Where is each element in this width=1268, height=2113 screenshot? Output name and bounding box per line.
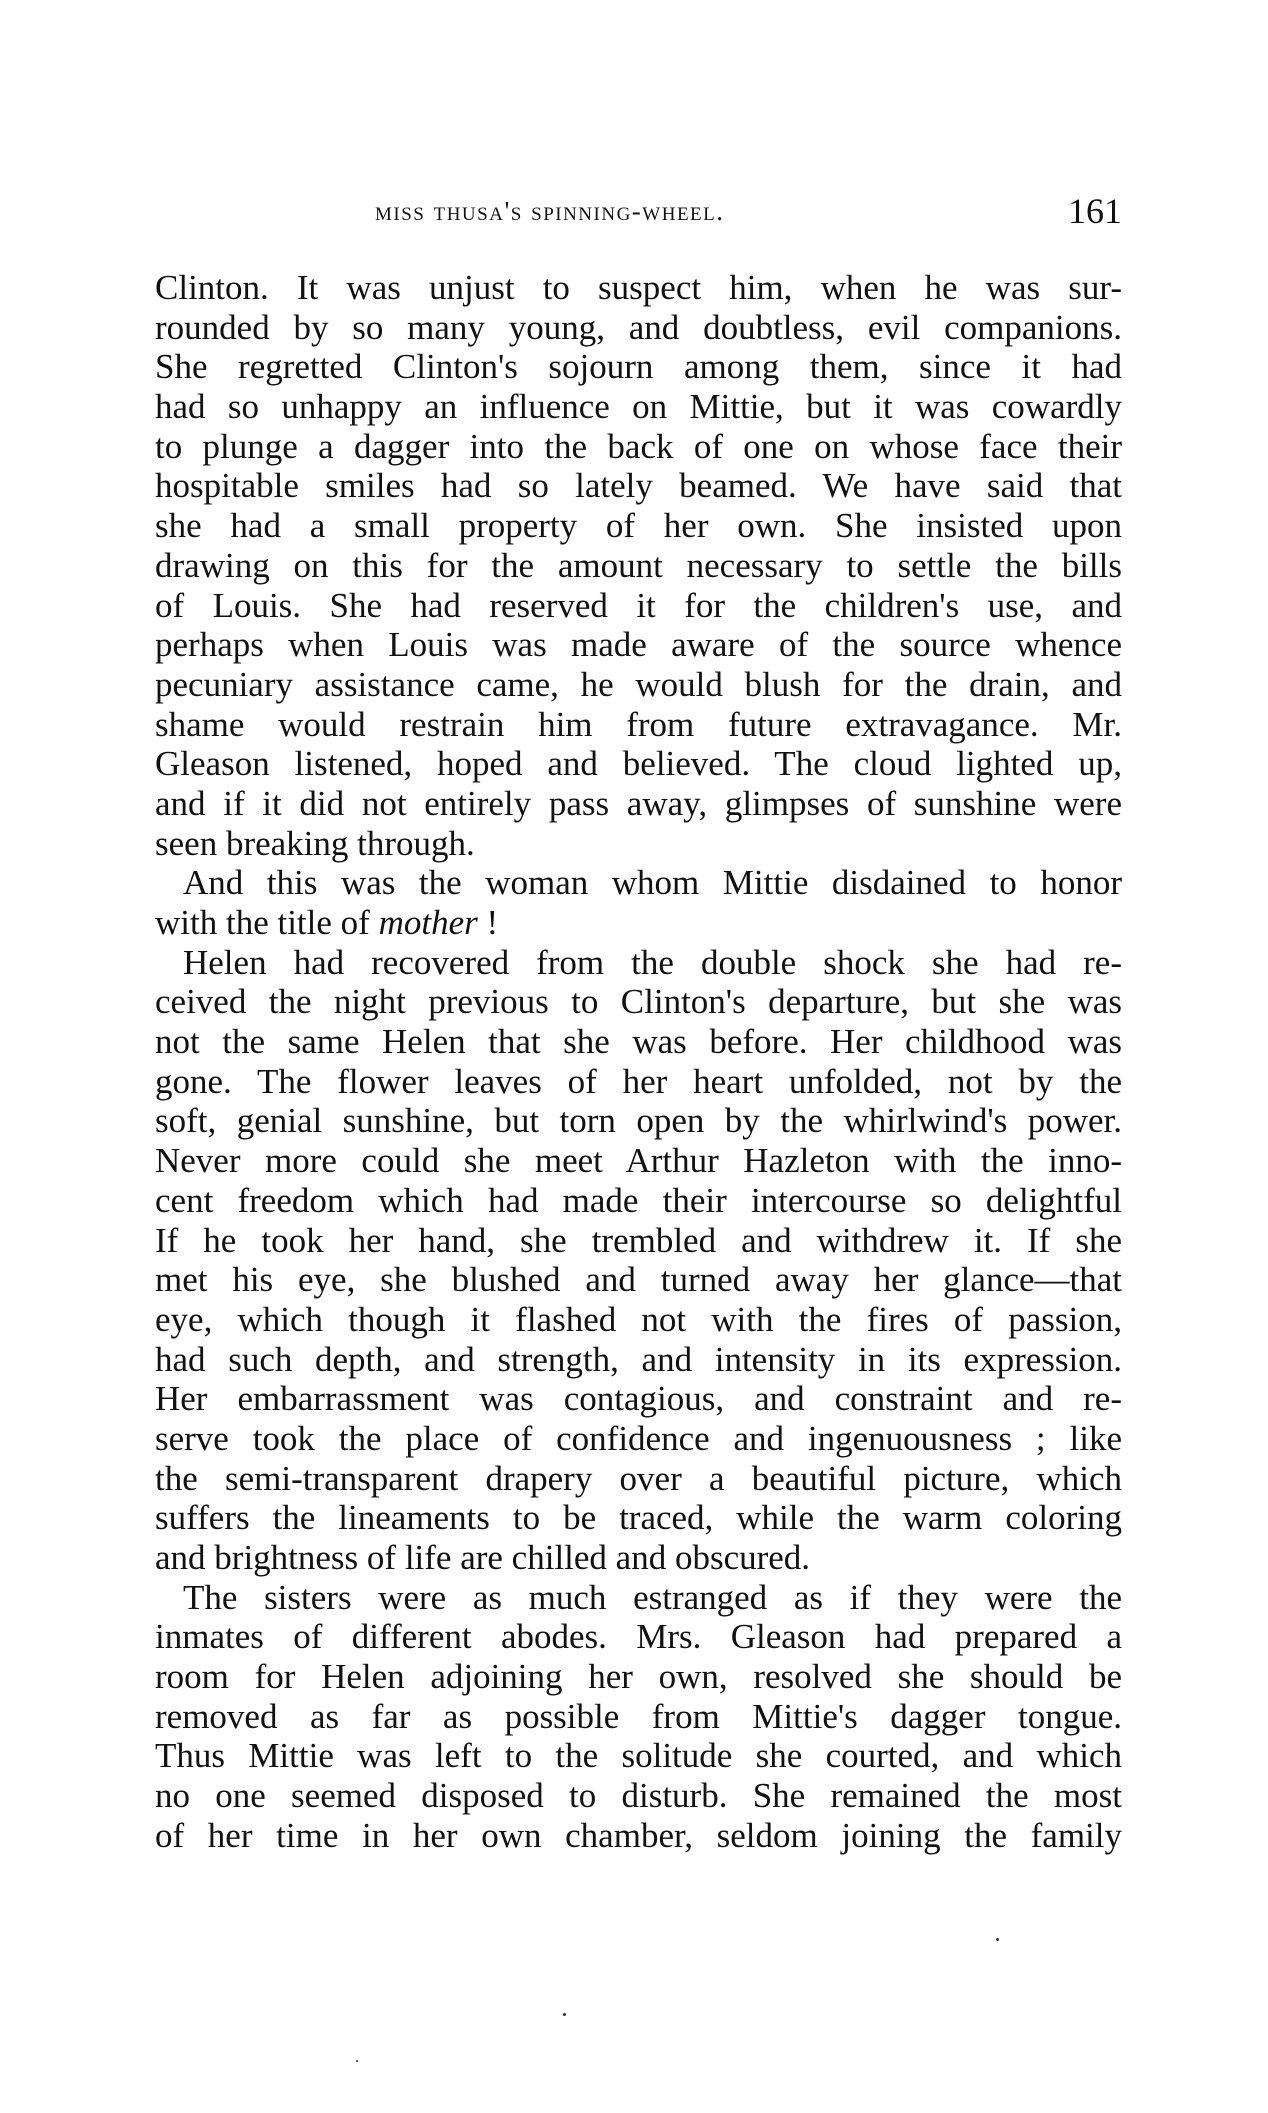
text-line-content: Gleason listened, hoped and believed. The cloud lighted up, — [155, 744, 1122, 784]
text-line — [155, 1181, 1122, 1221]
text-line-content: room for Helen adjoining her own, resolved she should be — [155, 1657, 1122, 1697]
text-line-content: met his eye, she blushed and turned away her glance—that — [155, 1260, 1122, 1300]
text-line — [155, 1736, 1122, 1776]
text-line — [155, 1697, 1122, 1737]
text-line — [155, 1022, 1122, 1062]
text-line-content: shame would restrain him from future extravagance. Mr. — [155, 704, 1122, 744]
text-line-content: Clinton. It was unjust to suspect him, when he was sur- — [155, 268, 1122, 307]
text-line — [155, 586, 1122, 626]
text-line-content: removed as far as possible from Mittie's dagger tongue. — [155, 1696, 1122, 1736]
text-line — [155, 1379, 1122, 1419]
text-line — [155, 1101, 1122, 1141]
text-line — [155, 308, 1122, 348]
text-line-content: Her embarrassment was contagious, and constraint and re- — [155, 1379, 1122, 1419]
text-line — [155, 1300, 1122, 1340]
text-line — [155, 1419, 1122, 1459]
text-line — [155, 625, 1122, 665]
text-line — [155, 387, 1122, 427]
text-line — [155, 466, 1122, 506]
text-line-content: of Louis. She had reserved it for the children's use, and — [155, 585, 1122, 625]
text-line — [155, 1340, 1122, 1380]
italic-emphasis: mother — [378, 903, 478, 942]
text-line-content: suffers the lineaments to be traced, while the warm coloring — [155, 1498, 1122, 1538]
text-line — [155, 347, 1122, 387]
text-line — [155, 1578, 1122, 1618]
text-line-content: cent freedom which had made their intercourse so delightful — [155, 1180, 1122, 1220]
text-line — [155, 1776, 1122, 1816]
text-line — [155, 268, 1122, 308]
text-line — [155, 665, 1122, 705]
text-line-content: had so unhappy an influence on Mittie, but it was cowardly — [155, 387, 1122, 427]
text-line-content: perhaps when Louis was made aware of the source whence — [155, 625, 1122, 665]
text-line-content: pecuniary assistance came, he would blush for the drain, and — [155, 664, 1122, 704]
text-line-content: and brightness of life are chilled and obscured. — [155, 1538, 811, 1577]
text-line-content: gone. The flower leaves of her heart unfolded, not by the — [155, 1061, 1122, 1101]
text-line — [155, 863, 1122, 903]
text-line — [155, 943, 1122, 983]
text-line — [155, 903, 1122, 943]
text-line-content: seen breaking through. — [155, 823, 475, 863]
text-line — [155, 1498, 1122, 1538]
text-line — [155, 744, 1122, 784]
text-line-content: Never more could she meet Arthur Hazleton with the inno- — [155, 1141, 1122, 1181]
text-line — [155, 982, 1122, 1022]
text-line-content: she had a small property of her own. She insisted upon — [155, 506, 1122, 546]
text-line-content: no one seemed disposed to disturb. She remained the most — [155, 1776, 1122, 1816]
text-line — [155, 506, 1122, 546]
text-line — [155, 784, 1122, 824]
scan-speck — [996, 1938, 999, 1941]
text-line — [155, 1062, 1122, 1102]
text-line — [155, 1617, 1122, 1657]
text-line-content: with the title of — [155, 903, 379, 942]
text-line-content: rounded by so many young, and doubtless, evil companions. — [155, 307, 1122, 347]
text-line-content: of her time in her own chamber, seldom joining the family — [155, 1815, 1122, 1855]
text-line-content: soft, genial sunshine, but torn open by the whirlwind's power. — [155, 1101, 1122, 1141]
text-line — [155, 1657, 1122, 1697]
text-line — [155, 1538, 1122, 1578]
text-line-content: Thus Mittie was left to the solitude she courted, and which — [155, 1736, 1122, 1776]
text-line-content: to plunge a dagger into the back of one on whose face their — [155, 426, 1122, 466]
text-line-content: She regretted Clinton's sojourn among them, since it had — [155, 347, 1122, 387]
running-header — [155, 190, 1122, 234]
text-line-content: ceived the night previous to Clinton's departure, but she was — [155, 982, 1122, 1022]
text-line — [155, 1816, 1122, 1856]
text-line-content: serve took the place of confidence and ingenuousness ; like — [155, 1418, 1122, 1458]
text-line-content: And this was the woman whom Mittie disdained to honor — [183, 863, 1122, 903]
text-line-content: the semi-transparent drapery over a beautiful picture, which — [155, 1458, 1122, 1498]
text-line-content: If he took her hand, she trembled and withdrew it. If she — [155, 1220, 1122, 1260]
text-line — [155, 824, 1122, 864]
text-line — [155, 1221, 1122, 1261]
page-body-text — [155, 268, 1122, 1856]
text-line-content: inmates of different abodes. Mrs. Gleason had prepared a — [155, 1617, 1122, 1657]
text-line — [155, 1459, 1122, 1499]
text-line-content: eye, which though it flashed not with the fires of passion, — [155, 1299, 1122, 1339]
text-line-content: Helen had recovered from the double shock she had re- — [183, 942, 1122, 982]
scan-speck — [356, 2060, 358, 2062]
text-line-content: drawing on this for the amount necessary to settle the bills — [155, 545, 1122, 585]
page-number: 161 — [1068, 191, 1122, 231]
text-line — [155, 546, 1122, 586]
text-line-content: not the same Helen that she was before. Her childhood was — [155, 1022, 1122, 1062]
running-title: miss thusa's spinning-wheel. — [375, 196, 725, 226]
text-line-content: hospitable smiles had so lately beamed. We have said that — [155, 466, 1122, 506]
text-line-content: and if it did not entirely pass away, glimpses of sunshine were — [155, 783, 1122, 823]
text-line — [155, 1260, 1122, 1300]
scan-speck — [563, 2013, 566, 2016]
text-line — [155, 705, 1122, 745]
text-line-content: The sisters were as much estranged as if they were the — [183, 1577, 1122, 1617]
text-line-tail: ! — [477, 903, 499, 942]
text-line — [155, 1141, 1122, 1181]
text-line — [155, 427, 1122, 467]
text-line-content: had such depth, and strength, and intensity in its expression. — [155, 1339, 1122, 1379]
